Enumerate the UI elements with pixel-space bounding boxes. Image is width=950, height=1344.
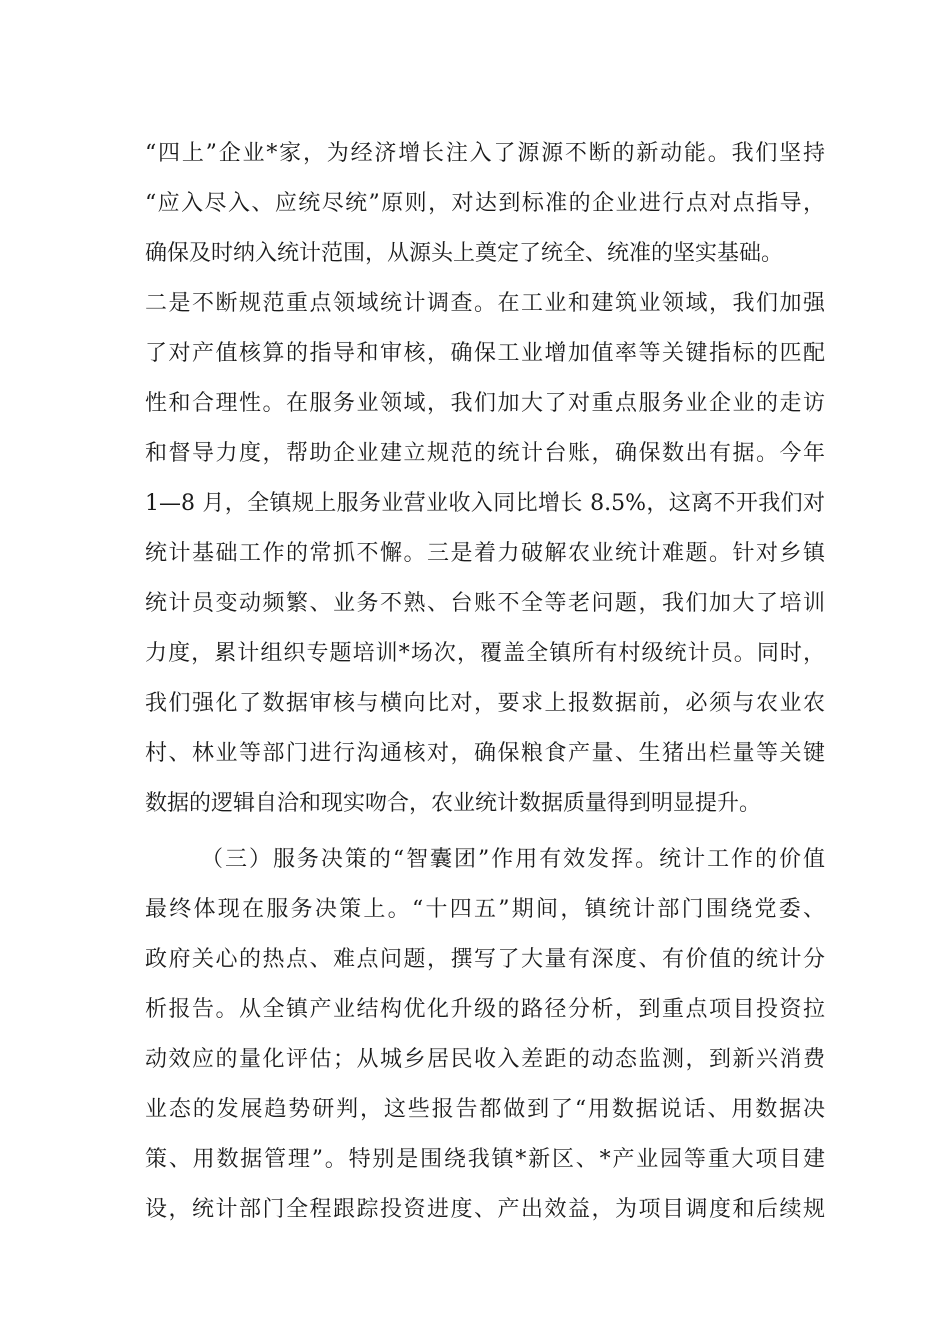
text-line: 设，统计部门全程跟踪投资进度、产出效益，为项目调度和后续规	[145, 1197, 825, 1222]
text-line: 统计基础工作的常抓不懈。三是着力破解农业统计难题。针对乡镇	[145, 541, 825, 566]
text-line: 数据的逻辑自洽和现实吻合，农业统计数据质量得到明显提升。	[145, 791, 762, 816]
text-line: “应入尽入、应统尽统”原则，对达到标准的企业进行点对点指导，	[145, 191, 825, 216]
text-line: 最终体现在服务决策上。“十四五”期间，镇统计部门围绕党委、	[145, 897, 825, 922]
text-line: 统计员变动频繁、业务不熟、台账不全等老问题，我们加大了培训	[145, 591, 825, 616]
text-line: 业态的发展趋势研判，这些报告都做到了“用数据说话、用数据决	[145, 1097, 825, 1122]
text-line: 力度，累计组织专题培训*场次，覆盖全镇所有村级统计员。同时，	[145, 641, 825, 666]
text-line: 1—8 月，全镇规上服务业营业收入同比增长 8.5%，这离不开我们对	[145, 491, 825, 516]
paragraph-1	[145, 134, 825, 834]
text-line: 村、林业等部门进行沟通核对，确保粮食产量、生猪出栏量等关键	[145, 741, 825, 766]
document-page	[145, 134, 825, 1240]
text-line: 和督导力度，帮助企业建立规范的统计台账，确保数出有据。今年	[145, 441, 825, 466]
text-line: “四上”企业*家，为经济增长注入了源源不断的新动能。我们坚持	[145, 141, 825, 166]
text-line: 二是不断规范重点领域统计调查。在工业和建筑业领域，我们加强	[145, 291, 825, 316]
text-line: 政府关心的热点、难点问题，撰写了大量有深度、有价值的统计分	[145, 947, 825, 972]
paragraph-2	[145, 840, 825, 1240]
text-line: （三）服务决策的“智囊团”作用有效发挥。统计工作的价值	[201, 847, 825, 872]
text-line: 动效应的量化评估；从城乡居民收入差距的动态监测，到新兴消费	[145, 1047, 825, 1072]
text-line: 了对产值核算的指导和审核，确保工业增加值率等关键指标的匹配	[145, 341, 825, 366]
text-line: 策、用数据管理”。特别是围绕我镇*新区、*产业园等重大项目建	[145, 1147, 825, 1172]
text-line: 性和合理性。在服务业领域，我们加大了对重点服务业企业的走访	[145, 391, 825, 416]
text-line: 析报告。从全镇产业结构优化升级的路径分析，到重点项目投资拉	[145, 997, 825, 1022]
text-line: 确保及时纳入统计范围，从源头上奠定了统全、统准的坚实基础。	[145, 241, 784, 266]
text-line: 我们强化了数据审核与横向比对，要求上报数据前，必须与农业农	[145, 691, 825, 716]
